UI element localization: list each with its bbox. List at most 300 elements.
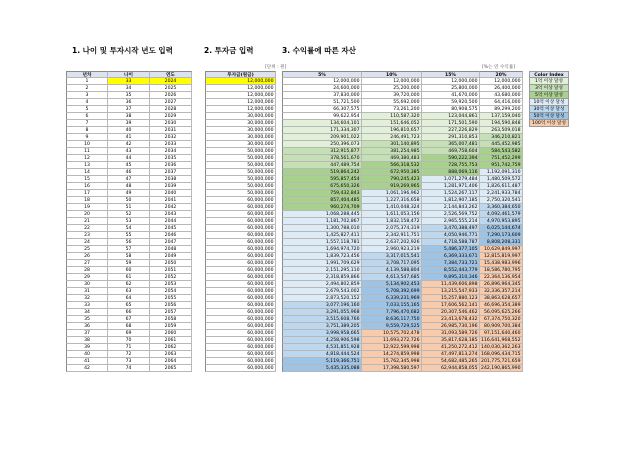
- cell-calendar-year[interactable]: 2050: [150, 260, 192, 267]
- cell-asset-10pct[interactable]: 151,646,052: [362, 120, 422, 127]
- cell-principal[interactable]: 60,000,000: [205, 232, 276, 239]
- cell-asset-10pct[interactable]: 11,693,272,726: [362, 337, 422, 344]
- cell-asset-20pct[interactable]: 46,696,354,389: [480, 302, 523, 309]
- cell-asset-5pct[interactable]: 1,557,118,781: [282, 239, 362, 246]
- cell-principal[interactable]: 60,000,000: [205, 316, 276, 323]
- cell-calendar-year[interactable]: 2063: [150, 351, 192, 358]
- cell-asset-15pct[interactable]: 3,470,388,497: [422, 225, 480, 232]
- cell-age[interactable]: 38: [108, 113, 150, 120]
- cell-year-index[interactable]: 26: [66, 253, 108, 260]
- cell-asset-10pct[interactable]: 3,708,717,095: [362, 260, 422, 267]
- cell-asset-20pct[interactable]: 80,909,700,384: [480, 323, 523, 330]
- cell-asset-20pct[interactable]: 56,095,625,266: [480, 309, 523, 316]
- cell-age[interactable]: 62: [108, 281, 150, 288]
- cell-asset-20pct[interactable]: 7,290,173,609: [480, 232, 523, 239]
- cell-calendar-year[interactable]: 2043: [150, 211, 192, 218]
- cell-calendar-year[interactable]: 2039: [150, 183, 192, 190]
- cell-principal[interactable]: 50,000,000: [205, 162, 276, 169]
- cell-age[interactable]: 47: [108, 176, 150, 183]
- cell-calendar-year[interactable]: 2055: [150, 295, 192, 302]
- cell-calendar-year[interactable]: 2062: [150, 344, 192, 351]
- cell-asset-15pct[interactable]: 1,812,907,185: [422, 197, 480, 204]
- cell-year-index[interactable]: 12: [66, 155, 108, 162]
- cell-asset-5pct[interactable]: 3,291,055,968: [282, 309, 362, 316]
- cell-asset-20pct[interactable]: 4,970,953,895: [480, 218, 523, 225]
- cell-principal[interactable]: 60,000,000: [205, 239, 276, 246]
- cell-asset-20pct[interactable]: 97,151,640,460: [480, 330, 523, 337]
- cell-asset-20pct[interactable]: 751,452,299: [480, 155, 523, 162]
- cell-year-index[interactable]: 22: [66, 225, 108, 232]
- cell-asset-10pct[interactable]: 10,575,702,478: [362, 330, 422, 337]
- cell-asset-15pct[interactable]: 291,310,853: [422, 134, 480, 141]
- cell-calendar-year[interactable]: 2041: [150, 197, 192, 204]
- cell-calendar-year[interactable]: 2051: [150, 267, 192, 274]
- cell-asset-5pct[interactable]: 5,119,366,751: [282, 358, 362, 365]
- cell-year-index[interactable]: 34: [66, 309, 108, 316]
- cell-asset-10pct[interactable]: 919,269,965: [362, 183, 422, 190]
- cell-asset-15pct[interactable]: 6,369,333,671: [422, 253, 480, 260]
- cell-calendar-year[interactable]: 2030: [150, 120, 192, 127]
- cell-asset-15pct[interactable]: 8,552,443,779: [422, 267, 480, 274]
- cell-calendar-year[interactable]: 2052: [150, 274, 192, 281]
- cell-principal[interactable]: 12,000,000: [205, 78, 276, 85]
- cell-calendar-year[interactable]: 2045: [150, 225, 192, 232]
- cell-year-index[interactable]: 9: [66, 134, 108, 141]
- cell-asset-10pct[interactable]: 15,762,345,998: [362, 358, 422, 365]
- cell-asset-20pct[interactable]: 26,896,964,345: [480, 281, 523, 288]
- cell-calendar-year[interactable]: 2025: [150, 85, 192, 92]
- cell-asset-5pct[interactable]: 24,600,000: [282, 85, 362, 92]
- header-asset-5pct[interactable]: 5%: [282, 71, 362, 78]
- cell-age[interactable]: 33: [108, 78, 150, 85]
- cell-age[interactable]: 46: [108, 169, 150, 176]
- cell-asset-10pct[interactable]: 672,950,385: [362, 169, 422, 176]
- cell-asset-10pct[interactable]: 469,380,483: [362, 155, 422, 162]
- cell-asset-5pct[interactable]: 4,531,851,928: [282, 344, 362, 351]
- cell-year-index[interactable]: 25: [66, 246, 108, 253]
- cell-asset-10pct[interactable]: 790,245,423: [362, 176, 422, 183]
- cell-year-index[interactable]: 21: [66, 218, 108, 225]
- cell-age[interactable]: 54: [108, 225, 150, 232]
- cell-principal[interactable]: 50,000,000: [205, 176, 276, 183]
- header-year-index[interactable]: 년차: [66, 71, 108, 78]
- cell-principal[interactable]: 60,000,000: [205, 281, 276, 288]
- cell-year-index[interactable]: 30: [66, 281, 108, 288]
- cell-age[interactable]: 53: [108, 218, 150, 225]
- cell-asset-10pct[interactable]: 4,139,588,804: [362, 267, 422, 274]
- cell-asset-5pct[interactable]: 12,000,000: [282, 78, 362, 85]
- cell-principal[interactable]: 50,000,000: [205, 183, 276, 190]
- cell-year-index[interactable]: 32: [66, 295, 108, 302]
- cell-calendar-year[interactable]: 2024: [150, 78, 192, 85]
- cell-age[interactable]: 50: [108, 197, 150, 204]
- cell-year-index[interactable]: 6: [66, 113, 108, 120]
- cell-asset-5pct[interactable]: 1,839,723,456: [282, 253, 362, 260]
- cell-asset-15pct[interactable]: 11,439,606,898: [422, 281, 480, 288]
- cell-age[interactable]: 72: [108, 351, 150, 358]
- cell-asset-20pct[interactable]: 951,742,759: [480, 162, 523, 169]
- cell-year-index[interactable]: 27: [66, 260, 108, 267]
- cell-asset-10pct[interactable]: 2,075,374,319: [362, 225, 422, 232]
- cell-asset-20pct[interactable]: 242,190,865,990: [480, 365, 523, 372]
- cell-asset-5pct[interactable]: 2,679,543,002: [282, 288, 362, 295]
- cell-asset-20pct[interactable]: 2,750,320,541: [480, 197, 523, 204]
- cell-asset-20pct[interactable]: 64,416,000: [480, 99, 523, 106]
- cell-asset-20pct[interactable]: 67,374,750,320: [480, 316, 523, 323]
- cell-asset-5pct[interactable]: 99,622,954: [282, 113, 362, 120]
- cell-year-index[interactable]: 4: [66, 99, 108, 106]
- cell-age[interactable]: 65: [108, 302, 150, 309]
- cell-asset-20pct[interactable]: 6,025,144,674: [480, 225, 523, 232]
- cell-asset-5pct[interactable]: 519,864,242: [282, 169, 362, 176]
- cell-asset-20pct[interactable]: 2,241,933,784: [480, 190, 523, 197]
- cell-calendar-year[interactable]: 2038: [150, 176, 192, 183]
- cell-asset-20pct[interactable]: 43,680,000: [480, 92, 523, 99]
- cell-age[interactable]: 74: [108, 365, 150, 372]
- cell-asset-20pct[interactable]: 140,030,362,263: [480, 344, 523, 351]
- cell-principal[interactable]: 60,000,000: [205, 204, 276, 211]
- cell-calendar-year[interactable]: 2033: [150, 141, 192, 148]
- cell-year-index[interactable]: 35: [66, 316, 108, 323]
- cell-principal[interactable]: 60,000,000: [205, 302, 276, 309]
- cell-asset-15pct[interactable]: 26,985,730,196: [422, 323, 480, 330]
- cell-asset-10pct[interactable]: 39,720,000: [362, 92, 422, 99]
- cell-year-index[interactable]: 3: [66, 92, 108, 99]
- cell-year-index[interactable]: 16: [66, 183, 108, 190]
- cell-principal[interactable]: 60,000,000: [205, 267, 276, 274]
- cell-asset-5pct[interactable]: 4,818,444,524: [282, 351, 362, 358]
- cell-year-index[interactable]: 20: [66, 211, 108, 218]
- cell-age[interactable]: 70: [108, 337, 150, 344]
- cell-principal[interactable]: 50,000,000: [205, 148, 276, 155]
- cell-calendar-year[interactable]: 2064: [150, 358, 192, 365]
- cell-asset-15pct[interactable]: 4,718,588,787: [422, 239, 480, 246]
- cell-age[interactable]: 52: [108, 211, 150, 218]
- cell-year-index[interactable]: 17: [66, 190, 108, 197]
- cell-age[interactable]: 37: [108, 106, 150, 113]
- cell-age[interactable]: 40: [108, 127, 150, 134]
- cell-age[interactable]: 39: [108, 120, 150, 127]
- cell-calendar-year[interactable]: 2047: [150, 239, 192, 246]
- cell-asset-10pct[interactable]: 7,033,155,165: [362, 302, 422, 309]
- cell-asset-5pct[interactable]: 37,830,000: [282, 92, 362, 99]
- cell-principal[interactable]: 60,000,000: [205, 365, 276, 372]
- cell-principal[interactable]: 50,000,000: [205, 190, 276, 197]
- cell-principal[interactable]: 60,000,000: [205, 246, 276, 253]
- cell-asset-5pct[interactable]: 1,694,974,720: [282, 246, 362, 253]
- cell-asset-15pct[interactable]: 590,222,394: [422, 155, 480, 162]
- cell-asset-20pct[interactable]: 8,808,208,331: [480, 239, 523, 246]
- cell-asset-20pct[interactable]: 346,210,821: [480, 134, 523, 141]
- cell-calendar-year[interactable]: 2060: [150, 330, 192, 337]
- cell-principal[interactable]: 60,000,000: [205, 225, 276, 232]
- cell-asset-15pct[interactable]: 41,250,272,412: [422, 344, 480, 351]
- cell-asset-15pct[interactable]: 54,682,485,265: [422, 358, 480, 365]
- cell-calendar-year[interactable]: 2061: [150, 337, 192, 344]
- cell-asset-5pct[interactable]: 2,494,802,859: [282, 281, 362, 288]
- cell-asset-15pct[interactable]: 47,497,813,274: [422, 351, 480, 358]
- cell-age[interactable]: 64: [108, 295, 150, 302]
- cell-asset-20pct[interactable]: 137,159,040: [480, 113, 523, 120]
- header-calendar-year[interactable]: 연도: [150, 71, 192, 78]
- cell-asset-10pct[interactable]: 1,061,196,962: [362, 190, 422, 197]
- cell-year-index[interactable]: 28: [66, 267, 108, 274]
- cell-year-index[interactable]: 2: [66, 85, 108, 92]
- cell-asset-20pct[interactable]: 10,629,849,997: [480, 246, 523, 253]
- cell-asset-15pct[interactable]: 25,800,000: [422, 85, 480, 92]
- cell-age[interactable]: 56: [108, 239, 150, 246]
- cell-principal[interactable]: 60,000,000: [205, 337, 276, 344]
- cell-asset-5pct[interactable]: 3,998,958,665: [282, 330, 362, 337]
- cell-year-index[interactable]: 5: [66, 106, 108, 113]
- cell-age[interactable]: 60: [108, 267, 150, 274]
- cell-asset-5pct[interactable]: 209,901,022: [282, 134, 362, 141]
- cell-asset-10pct[interactable]: 2,637,202,926: [362, 239, 422, 246]
- cell-age[interactable]: 49: [108, 190, 150, 197]
- cell-asset-15pct[interactable]: 728,755,753: [422, 162, 480, 169]
- cell-asset-20pct[interactable]: 1,480,509,572: [480, 176, 523, 183]
- cell-asset-15pct[interactable]: 227,226,829: [422, 127, 480, 134]
- cell-asset-10pct[interactable]: 25,200,000: [362, 85, 422, 92]
- cell-asset-10pct[interactable]: 8,636,117,750: [362, 316, 422, 323]
- cell-asset-5pct[interactable]: 1,181,702,867: [282, 218, 362, 225]
- cell-asset-10pct[interactable]: 4,613,547,685: [362, 274, 422, 281]
- cell-age[interactable]: 41: [108, 134, 150, 141]
- cell-asset-15pct[interactable]: 35,817,628,185: [422, 337, 480, 344]
- cell-asset-5pct[interactable]: 5,435,335,088: [282, 365, 362, 372]
- cell-age[interactable]: 67: [108, 316, 150, 323]
- cell-asset-15pct[interactable]: 59,920,500: [422, 99, 480, 106]
- cell-asset-10pct[interactable]: 17,398,580,597: [362, 365, 422, 372]
- cell-age[interactable]: 51: [108, 204, 150, 211]
- cell-asset-20pct[interactable]: 3,360,384,650: [480, 204, 523, 211]
- cell-calendar-year[interactable]: 2059: [150, 323, 192, 330]
- cell-asset-10pct[interactable]: 3,317,015,541: [362, 253, 422, 260]
- cell-principal[interactable]: 60,000,000: [205, 211, 276, 218]
- cell-year-index[interactable]: 37: [66, 330, 108, 337]
- cell-age[interactable]: 48: [108, 183, 150, 190]
- cell-asset-5pct[interactable]: 857,404,485: [282, 197, 362, 204]
- cell-principal[interactable]: 60,000,000: [205, 253, 276, 260]
- cell-age[interactable]: 73: [108, 358, 150, 365]
- cell-asset-20pct[interactable]: 89,299,200: [480, 106, 523, 113]
- cell-asset-10pct[interactable]: 1,832,158,472: [362, 218, 422, 225]
- cell-asset-15pct[interactable]: 123,044,861: [422, 113, 480, 120]
- cell-calendar-year[interactable]: 2027: [150, 99, 192, 106]
- cell-asset-10pct[interactable]: 566,318,532: [362, 162, 422, 169]
- cell-age[interactable]: 43: [108, 148, 150, 155]
- cell-principal[interactable]: 50,000,000: [205, 169, 276, 176]
- cell-calendar-year[interactable]: 2058: [150, 316, 192, 323]
- cell-principal[interactable]: 30,000,000: [205, 127, 276, 134]
- cell-principal[interactable]: 60,000,000: [205, 288, 276, 295]
- cell-asset-15pct[interactable]: 9,895,310,346: [422, 274, 480, 281]
- cell-asset-5pct[interactable]: 595,857,454: [282, 176, 362, 183]
- cell-asset-15pct[interactable]: 41,670,000: [422, 92, 480, 99]
- header-asset-15pct[interactable]: 15%: [422, 71, 480, 78]
- cell-asset-20pct[interactable]: 116,641,968,552: [480, 337, 523, 344]
- cell-asset-10pct[interactable]: 301,140,895: [362, 141, 422, 148]
- cell-asset-10pct[interactable]: 14,274,859,998: [362, 351, 422, 358]
- cell-age[interactable]: 58: [108, 253, 150, 260]
- cell-year-index[interactable]: 29: [66, 274, 108, 281]
- cell-calendar-year[interactable]: 2026: [150, 92, 192, 99]
- cell-calendar-year[interactable]: 2028: [150, 106, 192, 113]
- cell-year-index[interactable]: 13: [66, 162, 108, 169]
- cell-asset-20pct[interactable]: 22,364,136,954: [480, 274, 523, 281]
- cell-year-index[interactable]: 40: [66, 351, 108, 358]
- cell-age[interactable]: 61: [108, 274, 150, 281]
- cell-principal[interactable]: 60,000,000: [205, 358, 276, 365]
- cell-asset-5pct[interactable]: 3,515,608,766: [282, 316, 362, 323]
- cell-principal[interactable]: 60,000,000: [205, 330, 276, 337]
- cell-age[interactable]: 66: [108, 309, 150, 316]
- cell-age[interactable]: 69: [108, 330, 150, 337]
- cell-asset-5pct[interactable]: 1,300,788,010: [282, 225, 362, 232]
- cell-age[interactable]: 71: [108, 344, 150, 351]
- cell-year-index[interactable]: 31: [66, 288, 108, 295]
- cell-age[interactable]: 68: [108, 323, 150, 330]
- cell-calendar-year[interactable]: 2044: [150, 218, 192, 225]
- cell-asset-15pct[interactable]: 12,000,000: [422, 78, 480, 85]
- cell-asset-10pct[interactable]: 73,261,200: [362, 106, 422, 113]
- cell-calendar-year[interactable]: 2048: [150, 246, 192, 253]
- cell-principal[interactable]: 30,000,000: [205, 141, 276, 148]
- cell-calendar-year[interactable]: 2056: [150, 302, 192, 309]
- cell-asset-5pct[interactable]: 171,334,307: [282, 127, 362, 134]
- cell-year-index[interactable]: 42: [66, 365, 108, 372]
- cell-asset-10pct[interactable]: 381,254,985: [362, 148, 422, 155]
- cell-calendar-year[interactable]: 2035: [150, 155, 192, 162]
- cell-asset-15pct[interactable]: 1,281,971,406: [422, 183, 480, 190]
- cell-year-index[interactable]: 11: [66, 148, 108, 155]
- cell-asset-20pct[interactable]: 1,192,091,310: [480, 169, 523, 176]
- cell-asset-5pct[interactable]: 4,258,906,598: [282, 337, 362, 344]
- cell-calendar-year[interactable]: 2031: [150, 127, 192, 134]
- cell-asset-10pct[interactable]: 9,559,729,525: [362, 323, 422, 330]
- cell-asset-15pct[interactable]: 31,093,589,726: [422, 330, 480, 337]
- cell-age[interactable]: 34: [108, 85, 150, 92]
- cell-asset-15pct[interactable]: 888,069,116: [422, 169, 480, 176]
- cell-asset-20pct[interactable]: 263,509,018: [480, 127, 523, 134]
- cell-asset-20pct[interactable]: 12,000,000: [480, 78, 523, 85]
- cell-asset-5pct[interactable]: 134,604,101: [282, 120, 362, 127]
- cell-asset-15pct[interactable]: 2,526,569,752: [422, 211, 480, 218]
- cell-asset-10pct[interactable]: 6,339,231,969: [362, 295, 422, 302]
- cell-age[interactable]: 36: [108, 99, 150, 106]
- cell-age[interactable]: 63: [108, 288, 150, 295]
- cell-asset-10pct[interactable]: 2,960,923,219: [362, 246, 422, 253]
- cell-asset-10pct[interactable]: 12,922,599,998: [362, 344, 422, 351]
- cell-asset-15pct[interactable]: 62,944,858,055: [422, 365, 480, 372]
- cell-asset-5pct[interactable]: 1,991,709,629: [282, 260, 362, 267]
- cell-asset-5pct[interactable]: 51,721,500: [282, 99, 362, 106]
- cell-year-index[interactable]: 24: [66, 239, 108, 246]
- cell-principal[interactable]: 50,000,000: [205, 155, 276, 162]
- cell-asset-10pct[interactable]: 55,692,000: [362, 99, 422, 106]
- cell-age[interactable]: 44: [108, 155, 150, 162]
- cell-asset-10pct[interactable]: 1,410,048,324: [362, 204, 422, 211]
- cell-asset-15pct[interactable]: 4,050,946,771: [422, 232, 480, 239]
- cell-principal[interactable]: 12,000,000: [205, 92, 276, 99]
- cell-calendar-year[interactable]: 2034: [150, 148, 192, 155]
- cell-asset-20pct[interactable]: 32,336,357,214: [480, 288, 523, 295]
- cell-principal[interactable]: 60,000,000: [205, 197, 276, 204]
- cell-calendar-year[interactable]: 2042: [150, 204, 192, 211]
- cell-year-index[interactable]: 41: [66, 358, 108, 365]
- cell-asset-5pct[interactable]: 312,915,877: [282, 148, 362, 155]
- cell-asset-15pct[interactable]: 15,257,880,123: [422, 295, 480, 302]
- cell-asset-5pct[interactable]: 66,307,575: [282, 106, 362, 113]
- cell-asset-15pct[interactable]: 2,965,555,214: [422, 218, 480, 225]
- cell-asset-20pct[interactable]: 12,815,819,997: [480, 253, 523, 260]
- cell-asset-5pct[interactable]: 2,318,859,866: [282, 274, 362, 281]
- cell-asset-5pct[interactable]: 378,561,670: [282, 155, 362, 162]
- cell-calendar-year[interactable]: 2037: [150, 169, 192, 176]
- cell-asset-10pct[interactable]: 246,491,723: [362, 134, 422, 141]
- cell-year-index[interactable]: 19: [66, 204, 108, 211]
- cell-principal[interactable]: 60,000,000: [205, 218, 276, 225]
- cell-asset-10pct[interactable]: 12,000,000: [362, 78, 422, 85]
- cell-asset-15pct[interactable]: 17,606,562,141: [422, 302, 480, 309]
- cell-calendar-year[interactable]: 2054: [150, 288, 192, 295]
- cell-year-index[interactable]: 38: [66, 337, 108, 344]
- cell-asset-20pct[interactable]: 26,400,000: [480, 85, 523, 92]
- cell-calendar-year[interactable]: 2065: [150, 365, 192, 372]
- cell-asset-5pct[interactable]: 3,751,389,205: [282, 323, 362, 330]
- cell-age[interactable]: 59: [108, 260, 150, 267]
- cell-asset-5pct[interactable]: 675,650,326: [282, 183, 362, 190]
- header-principal[interactable]: 투자금(원금): [205, 71, 276, 78]
- cell-asset-15pct[interactable]: 13,215,547,933: [422, 288, 480, 295]
- cell-age[interactable]: 45: [108, 162, 150, 169]
- cell-asset-5pct[interactable]: 1,425,827,411: [282, 232, 362, 239]
- cell-principal[interactable]: 60,000,000: [205, 323, 276, 330]
- cell-asset-15pct[interactable]: 1,524,267,117: [422, 190, 480, 197]
- cell-asset-15pct[interactable]: 469,758,604: [422, 148, 480, 155]
- cell-calendar-year[interactable]: 2057: [150, 309, 192, 316]
- cell-asset-10pct[interactable]: 2,342,911,751: [362, 232, 422, 239]
- cell-asset-20pct[interactable]: 445,452,985: [480, 141, 523, 148]
- cell-year-index[interactable]: 7: [66, 120, 108, 127]
- header-asset-10pct[interactable]: 10%: [362, 71, 422, 78]
- cell-asset-20pct[interactable]: 18,586,780,795: [480, 267, 523, 274]
- cell-year-index[interactable]: 14: [66, 169, 108, 176]
- cell-calendar-year[interactable]: 2053: [150, 281, 192, 288]
- cell-year-index[interactable]: 18: [66, 197, 108, 204]
- cell-principal[interactable]: 30,000,000: [205, 113, 276, 120]
- cell-calendar-year[interactable]: 2029: [150, 113, 192, 120]
- cell-principal[interactable]: 60,000,000: [205, 295, 276, 302]
- cell-age[interactable]: 35: [108, 92, 150, 99]
- cell-asset-20pct[interactable]: 38,863,628,657: [480, 295, 523, 302]
- cell-principal[interactable]: 60,000,000: [205, 260, 276, 267]
- cell-calendar-year[interactable]: 2032: [150, 134, 192, 141]
- cell-principal[interactable]: 60,000,000: [205, 274, 276, 281]
- cell-asset-10pct[interactable]: 1,611,053,156: [362, 211, 422, 218]
- cell-asset-5pct[interactable]: 960,274,709: [282, 204, 362, 211]
- cell-principal[interactable]: 60,000,000: [205, 309, 276, 316]
- cell-asset-15pct[interactable]: 2,144,843,262: [422, 204, 480, 211]
- cell-asset-15pct[interactable]: 365,007,481: [422, 141, 480, 148]
- cell-asset-15pct[interactable]: 80,908,575: [422, 106, 480, 113]
- cell-asset-20pct[interactable]: 4,092,461,579: [480, 211, 523, 218]
- cell-asset-20pct[interactable]: 1,826,611,487: [480, 183, 523, 190]
- cell-asset-5pct[interactable]: 3,077,196,160: [282, 302, 362, 309]
- cell-year-index[interactable]: 8: [66, 127, 108, 134]
- cell-principal[interactable]: 30,000,000: [205, 134, 276, 141]
- cell-asset-10pct[interactable]: 110,587,320: [362, 113, 422, 120]
